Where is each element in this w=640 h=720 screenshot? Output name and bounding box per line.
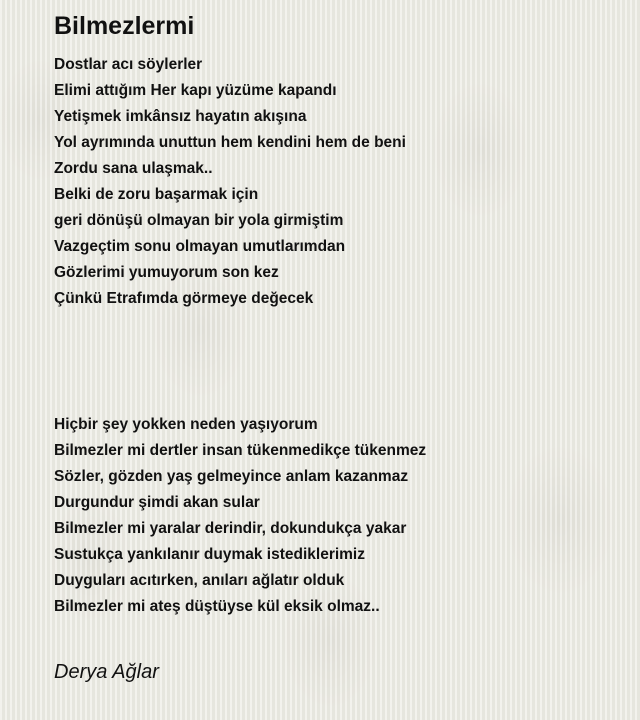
poem-line: Yetişmek imkânsız hayatın akışına	[54, 108, 307, 125]
poem-line: Vazgeçtim sonu olmayan umutlarımdan	[54, 238, 346, 255]
stanza-1	[54, 52, 406, 312]
poem-line: Yol ayrımında unuttun hem kendini hem de beni	[54, 134, 406, 151]
poem-line: Zordu sana ulaşmak..	[54, 160, 213, 177]
poem-line: Hiçbir şey yokken neden yaşıyorum	[54, 416, 318, 433]
poem-line: Durgundur şimdi akan sular	[54, 494, 260, 511]
poem-line: Bilmezler mi yaralar derindir, dokundukça yakar	[54, 520, 407, 537]
poem-line: Sözler, gözden yaş gelmeyince anlam kazanmaz	[54, 468, 409, 485]
stanza-2	[54, 412, 426, 620]
poem-line: Elimi attığım Her kapı yüzüme kapandı	[54, 82, 337, 99]
poem-title: Bilmezlermi	[54, 12, 195, 40]
poem-line: Bilmezler mi dertler insan tükenmedikçe tükenmez	[54, 442, 427, 459]
poem-line: Duyguları acıtırken, anıları ağlatır olduk	[54, 572, 345, 589]
poem-line: Belki de zoru başarmak için	[54, 186, 259, 203]
poem-line: geri dönüşü olmayan bir yola girmiştim	[54, 212, 344, 229]
poem-author: Derya Ağlar	[54, 661, 159, 683]
poem-line: Bilmezler mi ateş düştüyse kül eksik olmaz..	[54, 598, 380, 615]
poem-line: Dostlar acı söylerler	[54, 56, 203, 73]
poem-line: Sustukça yankılanır duymak istediklerimiz	[54, 546, 365, 563]
poem-line: Çünkü Etrafımda görmeye değecek	[54, 290, 314, 307]
poem-line: Gözlerimi yumuyorum son kez	[54, 264, 279, 281]
